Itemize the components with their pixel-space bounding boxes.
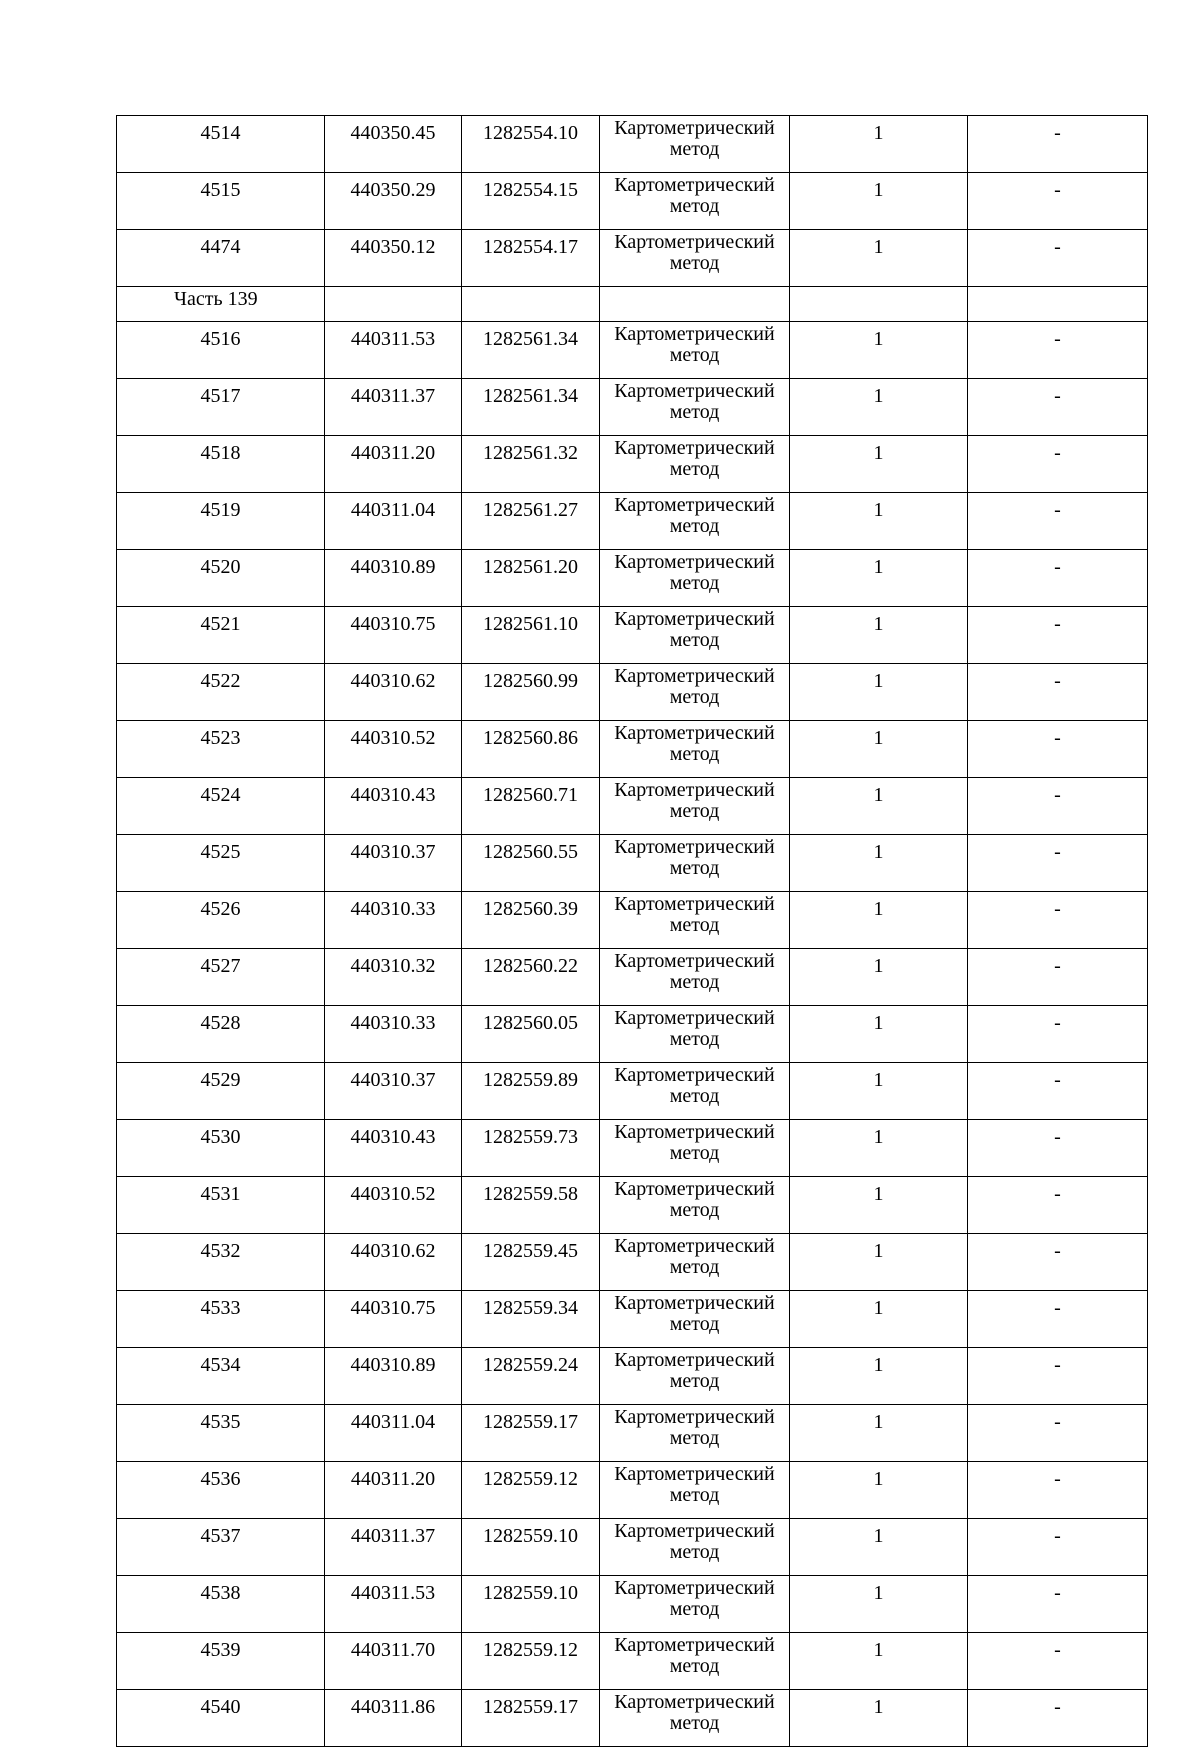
- accuracy-cell: 1: [790, 1177, 968, 1234]
- table-body: [117, 116, 1148, 1747]
- empty-cell: [968, 287, 1148, 322]
- y-coordinate-cell: 1282559.58: [462, 1177, 600, 1234]
- method-line-1: Картометрический: [614, 551, 775, 573]
- table-row: [117, 436, 1148, 493]
- method-line-1: Картометрический: [614, 494, 775, 516]
- method-line-2: метод: [669, 344, 720, 366]
- empty-cell: [462, 287, 600, 322]
- method-cell: [600, 1006, 790, 1063]
- method-cell: [600, 116, 790, 173]
- y-coordinate-cell: 1282560.55: [462, 835, 600, 892]
- method-line-1: Картометрический: [614, 231, 775, 253]
- method-line-2: метод: [669, 1313, 720, 1335]
- coordinates-table: [116, 115, 1148, 1747]
- point-number-cell: 4474: [117, 230, 325, 287]
- method-line-2: метод: [669, 743, 720, 765]
- method-line-1: Картометрический: [614, 1178, 775, 1200]
- x-coordinate-cell: 440311.86: [325, 1690, 462, 1747]
- x-coordinate-cell: 440310.75: [325, 607, 462, 664]
- method-line-2: метод: [669, 1199, 720, 1221]
- accuracy-cell: 1: [790, 116, 968, 173]
- method-line-1: Картометрический: [614, 1349, 775, 1371]
- x-coordinate-cell: 440310.43: [325, 778, 462, 835]
- description-cell: -: [968, 607, 1148, 664]
- method-line-1: Картометрический: [614, 608, 775, 630]
- table-row: [117, 1690, 1148, 1747]
- x-coordinate-cell: 440310.32: [325, 949, 462, 1006]
- y-coordinate-cell: 1282554.15: [462, 173, 600, 230]
- method-cell: [600, 1348, 790, 1405]
- description-cell: -: [968, 493, 1148, 550]
- method-line-2: метод: [669, 1142, 720, 1164]
- x-coordinate-cell: 440350.12: [325, 230, 462, 287]
- x-coordinate-cell: 440311.04: [325, 493, 462, 550]
- table-row: [117, 550, 1148, 607]
- method-cell: [600, 493, 790, 550]
- y-coordinate-cell: 1282561.34: [462, 322, 600, 379]
- y-coordinate-cell: 1282561.27: [462, 493, 600, 550]
- x-coordinate-cell: 440350.45: [325, 116, 462, 173]
- description-cell: -: [968, 892, 1148, 949]
- table-row: [117, 892, 1148, 949]
- accuracy-cell: 1: [790, 230, 968, 287]
- method-cell: [600, 778, 790, 835]
- x-coordinate-cell: 440310.33: [325, 892, 462, 949]
- method-line-2: метод: [669, 1370, 720, 1392]
- table-row: [117, 721, 1148, 778]
- accuracy-cell: 1: [790, 778, 968, 835]
- x-coordinate-cell: 440310.37: [325, 835, 462, 892]
- table-row: [117, 1291, 1148, 1348]
- accuracy-cell: 1: [790, 1519, 968, 1576]
- y-coordinate-cell: 1282559.89: [462, 1063, 600, 1120]
- description-cell: -: [968, 778, 1148, 835]
- point-number-cell: 4536: [117, 1462, 325, 1519]
- method-line-1: Картометрический: [614, 836, 775, 858]
- point-number-cell: 4539: [117, 1633, 325, 1690]
- point-number-cell: 4528: [117, 1006, 325, 1063]
- method-cell: [600, 1519, 790, 1576]
- y-coordinate-cell: 1282561.20: [462, 550, 600, 607]
- x-coordinate-cell: 440310.89: [325, 1348, 462, 1405]
- method-cell: [600, 835, 790, 892]
- method-cell: [600, 949, 790, 1006]
- point-number-cell: 4532: [117, 1234, 325, 1291]
- description-cell: -: [968, 664, 1148, 721]
- method-line-1: Картометрический: [614, 1463, 775, 1485]
- method-line-2: метод: [669, 1712, 720, 1734]
- table-row: [117, 1120, 1148, 1177]
- description-cell: -: [968, 1120, 1148, 1177]
- method-line-1: Картометрический: [614, 1520, 775, 1542]
- x-coordinate-cell: 440311.70: [325, 1633, 462, 1690]
- method-line-1: Картометрический: [614, 117, 775, 139]
- y-coordinate-cell: 1282559.12: [462, 1633, 600, 1690]
- point-number-cell: 4523: [117, 721, 325, 778]
- table-row: [117, 1633, 1148, 1690]
- description-cell: -: [968, 116, 1148, 173]
- point-number-cell: 4517: [117, 379, 325, 436]
- x-coordinate-cell: 440310.37: [325, 1063, 462, 1120]
- description-cell: -: [968, 1006, 1148, 1063]
- x-coordinate-cell: 440310.52: [325, 1177, 462, 1234]
- description-cell: -: [968, 1177, 1148, 1234]
- y-coordinate-cell: 1282561.34: [462, 379, 600, 436]
- accuracy-cell: 1: [790, 721, 968, 778]
- accuracy-cell: 1: [790, 1063, 968, 1120]
- x-coordinate-cell: 440310.75: [325, 1291, 462, 1348]
- method-line-2: метод: [669, 800, 720, 822]
- method-cell: [600, 1063, 790, 1120]
- description-cell: -: [968, 1291, 1148, 1348]
- x-coordinate-cell: 440310.62: [325, 1234, 462, 1291]
- point-number-cell: 4521: [117, 607, 325, 664]
- x-coordinate-cell: 440311.37: [325, 379, 462, 436]
- table-row: [117, 1462, 1148, 1519]
- method-cell: [600, 230, 790, 287]
- y-coordinate-cell: 1282559.17: [462, 1405, 600, 1462]
- table-row: [117, 778, 1148, 835]
- point-number-cell: 4514: [117, 116, 325, 173]
- description-cell: -: [968, 1405, 1148, 1462]
- description-cell: -: [968, 322, 1148, 379]
- point-number-cell: 4538: [117, 1576, 325, 1633]
- method-cell: [600, 1234, 790, 1291]
- x-coordinate-cell: 440311.53: [325, 1576, 462, 1633]
- description-cell: -: [968, 1633, 1148, 1690]
- method-line-1: Картометрический: [614, 1292, 775, 1314]
- x-coordinate-cell: 440350.29: [325, 173, 462, 230]
- accuracy-cell: 1: [790, 1120, 968, 1177]
- accuracy-cell: 1: [790, 493, 968, 550]
- y-coordinate-cell: 1282561.32: [462, 436, 600, 493]
- point-number-cell: 4516: [117, 322, 325, 379]
- method-line-1: Картометрический: [614, 1634, 775, 1656]
- method-line-1: Картометрический: [614, 665, 775, 687]
- accuracy-cell: 1: [790, 379, 968, 436]
- accuracy-cell: 1: [790, 664, 968, 721]
- method-line-1: Картометрический: [614, 722, 775, 744]
- y-coordinate-cell: 1282560.71: [462, 778, 600, 835]
- empty-cell: [600, 287, 790, 322]
- description-cell: -: [968, 949, 1148, 1006]
- method-line-2: метод: [669, 515, 720, 537]
- method-cell: [600, 664, 790, 721]
- y-coordinate-cell: 1282559.10: [462, 1576, 600, 1633]
- description-cell: -: [968, 721, 1148, 778]
- method-cell: [600, 1405, 790, 1462]
- point-number-cell: 4519: [117, 493, 325, 550]
- table-row: [117, 173, 1148, 230]
- method-line-1: Картометрический: [614, 779, 775, 801]
- method-line-2: метод: [669, 1085, 720, 1107]
- table-row: [117, 1348, 1148, 1405]
- method-line-2: метод: [669, 1028, 720, 1050]
- accuracy-cell: 1: [790, 1633, 968, 1690]
- description-cell: -: [968, 1063, 1148, 1120]
- accuracy-cell: 1: [790, 1234, 968, 1291]
- table-row: [117, 1576, 1148, 1633]
- method-cell: [600, 1633, 790, 1690]
- method-line-2: метод: [669, 914, 720, 936]
- method-line-1: Картометрический: [614, 1064, 775, 1086]
- method-line-2: метод: [669, 1541, 720, 1563]
- method-line-1: Картометрический: [614, 950, 775, 972]
- method-cell: [600, 1291, 790, 1348]
- accuracy-cell: 1: [790, 1690, 968, 1747]
- method-line-1: Картометрический: [614, 1577, 775, 1599]
- point-number-cell: 4526: [117, 892, 325, 949]
- accuracy-cell: 1: [790, 173, 968, 230]
- description-cell: -: [968, 436, 1148, 493]
- method-line-2: метод: [669, 195, 720, 217]
- method-line-1: Картометрический: [614, 437, 775, 459]
- method-cell: [600, 379, 790, 436]
- point-number-cell: 4531: [117, 1177, 325, 1234]
- accuracy-cell: 1: [790, 1291, 968, 1348]
- y-coordinate-cell: 1282559.10: [462, 1519, 600, 1576]
- method-cell: [600, 550, 790, 607]
- table-row: [117, 664, 1148, 721]
- method-line-1: Картометрический: [614, 174, 775, 196]
- table-row: [117, 607, 1148, 664]
- table-row: [117, 1405, 1148, 1462]
- point-number-cell: 4527: [117, 949, 325, 1006]
- method-line-2: метод: [669, 1655, 720, 1677]
- point-number-cell: 4525: [117, 835, 325, 892]
- x-coordinate-cell: 440310.52: [325, 721, 462, 778]
- accuracy-cell: 1: [790, 436, 968, 493]
- point-number-cell: 4533: [117, 1291, 325, 1348]
- method-cell: [600, 892, 790, 949]
- description-cell: -: [968, 1690, 1148, 1747]
- point-number-cell: 4520: [117, 550, 325, 607]
- table-row: [117, 1234, 1148, 1291]
- table-row: [117, 379, 1148, 436]
- description-cell: -: [968, 1462, 1148, 1519]
- method-cell: [600, 322, 790, 379]
- point-number-cell: 4529: [117, 1063, 325, 1120]
- empty-cell: [325, 287, 462, 322]
- y-coordinate-cell: 1282554.17: [462, 230, 600, 287]
- accuracy-cell: 1: [790, 550, 968, 607]
- y-coordinate-cell: 1282561.10: [462, 607, 600, 664]
- method-line-2: метод: [669, 629, 720, 651]
- y-coordinate-cell: 1282559.34: [462, 1291, 600, 1348]
- table-row: [117, 322, 1148, 379]
- table-row: [117, 1006, 1148, 1063]
- method-line-2: метод: [669, 572, 720, 594]
- point-number-cell: 4540: [117, 1690, 325, 1747]
- description-cell: -: [968, 1519, 1148, 1576]
- method-cell: [600, 1177, 790, 1234]
- table-row: [117, 1519, 1148, 1576]
- accuracy-cell: 1: [790, 1405, 968, 1462]
- description-cell: -: [968, 379, 1148, 436]
- x-coordinate-cell: 440311.20: [325, 436, 462, 493]
- method-line-1: Картометрический: [614, 1235, 775, 1257]
- y-coordinate-cell: 1282560.22: [462, 949, 600, 1006]
- accuracy-cell: 1: [790, 1462, 968, 1519]
- description-cell: -: [968, 835, 1148, 892]
- description-cell: -: [968, 1234, 1148, 1291]
- method-line-2: метод: [669, 1427, 720, 1449]
- point-number-cell: 4524: [117, 778, 325, 835]
- method-line-2: метод: [669, 971, 720, 993]
- part-label: Часть 139: [117, 287, 325, 322]
- description-cell: -: [968, 173, 1148, 230]
- description-cell: -: [968, 550, 1148, 607]
- method-line-1: Картометрический: [614, 380, 775, 402]
- y-coordinate-cell: 1282560.05: [462, 1006, 600, 1063]
- method-line-2: метод: [669, 252, 720, 274]
- y-coordinate-cell: 1282560.86: [462, 721, 600, 778]
- method-cell: [600, 721, 790, 778]
- x-coordinate-cell: 440311.37: [325, 1519, 462, 1576]
- method-cell: [600, 1576, 790, 1633]
- method-line-1: Картометрический: [614, 893, 775, 915]
- table-row: [117, 230, 1148, 287]
- method-line-2: метод: [669, 857, 720, 879]
- method-cell: [600, 1690, 790, 1747]
- point-number-cell: 4537: [117, 1519, 325, 1576]
- method-line-2: метод: [669, 1598, 720, 1620]
- x-coordinate-cell: 440311.20: [325, 1462, 462, 1519]
- x-coordinate-cell: 440310.62: [325, 664, 462, 721]
- method-cell: [600, 607, 790, 664]
- method-line-1: Картометрический: [614, 1406, 775, 1428]
- accuracy-cell: 1: [790, 1576, 968, 1633]
- point-number-cell: 4515: [117, 173, 325, 230]
- y-coordinate-cell: 1282559.12: [462, 1462, 600, 1519]
- table-row: [117, 116, 1148, 173]
- description-cell: -: [968, 230, 1148, 287]
- y-coordinate-cell: 1282559.17: [462, 1690, 600, 1747]
- y-coordinate-cell: 1282559.73: [462, 1120, 600, 1177]
- accuracy-cell: 1: [790, 1348, 968, 1405]
- table-row: [117, 835, 1148, 892]
- point-number-cell: 4522: [117, 664, 325, 721]
- method-cell: [600, 1120, 790, 1177]
- table-row: [117, 493, 1148, 550]
- description-cell: -: [968, 1576, 1148, 1633]
- method-line-2: метод: [669, 1484, 720, 1506]
- x-coordinate-cell: 440311.53: [325, 322, 462, 379]
- y-coordinate-cell: 1282560.39: [462, 892, 600, 949]
- accuracy-cell: 1: [790, 607, 968, 664]
- method-cell: [600, 1462, 790, 1519]
- method-line-2: метод: [669, 401, 720, 423]
- method-line-1: Картометрический: [614, 1691, 775, 1713]
- point-number-cell: 4518: [117, 436, 325, 493]
- y-coordinate-cell: 1282559.45: [462, 1234, 600, 1291]
- y-coordinate-cell: 1282559.24: [462, 1348, 600, 1405]
- method-line-1: Картометрический: [614, 323, 775, 345]
- y-coordinate-cell: 1282560.99: [462, 664, 600, 721]
- accuracy-cell: 1: [790, 892, 968, 949]
- description-cell: -: [968, 1348, 1148, 1405]
- y-coordinate-cell: 1282554.10: [462, 116, 600, 173]
- method-line-1: Картометрический: [614, 1007, 775, 1029]
- method-cell: [600, 436, 790, 493]
- method-line-2: метод: [669, 458, 720, 480]
- accuracy-cell: 1: [790, 1006, 968, 1063]
- empty-cell: [790, 287, 968, 322]
- x-coordinate-cell: 440310.33: [325, 1006, 462, 1063]
- point-number-cell: 4534: [117, 1348, 325, 1405]
- accuracy-cell: 1: [790, 835, 968, 892]
- point-number-cell: 4530: [117, 1120, 325, 1177]
- table-row: [117, 1063, 1148, 1120]
- method-cell: [600, 173, 790, 230]
- method-line-2: метод: [669, 138, 720, 160]
- x-coordinate-cell: 440310.43: [325, 1120, 462, 1177]
- table-row: [117, 1177, 1148, 1234]
- method-line-1: Картометрический: [614, 1121, 775, 1143]
- x-coordinate-cell: 440310.89: [325, 550, 462, 607]
- point-number-cell: 4535: [117, 1405, 325, 1462]
- part-header-row: [117, 287, 1148, 322]
- method-line-2: метод: [669, 686, 720, 708]
- accuracy-cell: 1: [790, 322, 968, 379]
- x-coordinate-cell: 440311.04: [325, 1405, 462, 1462]
- method-line-2: метод: [669, 1256, 720, 1278]
- table-row: [117, 949, 1148, 1006]
- accuracy-cell: 1: [790, 949, 968, 1006]
